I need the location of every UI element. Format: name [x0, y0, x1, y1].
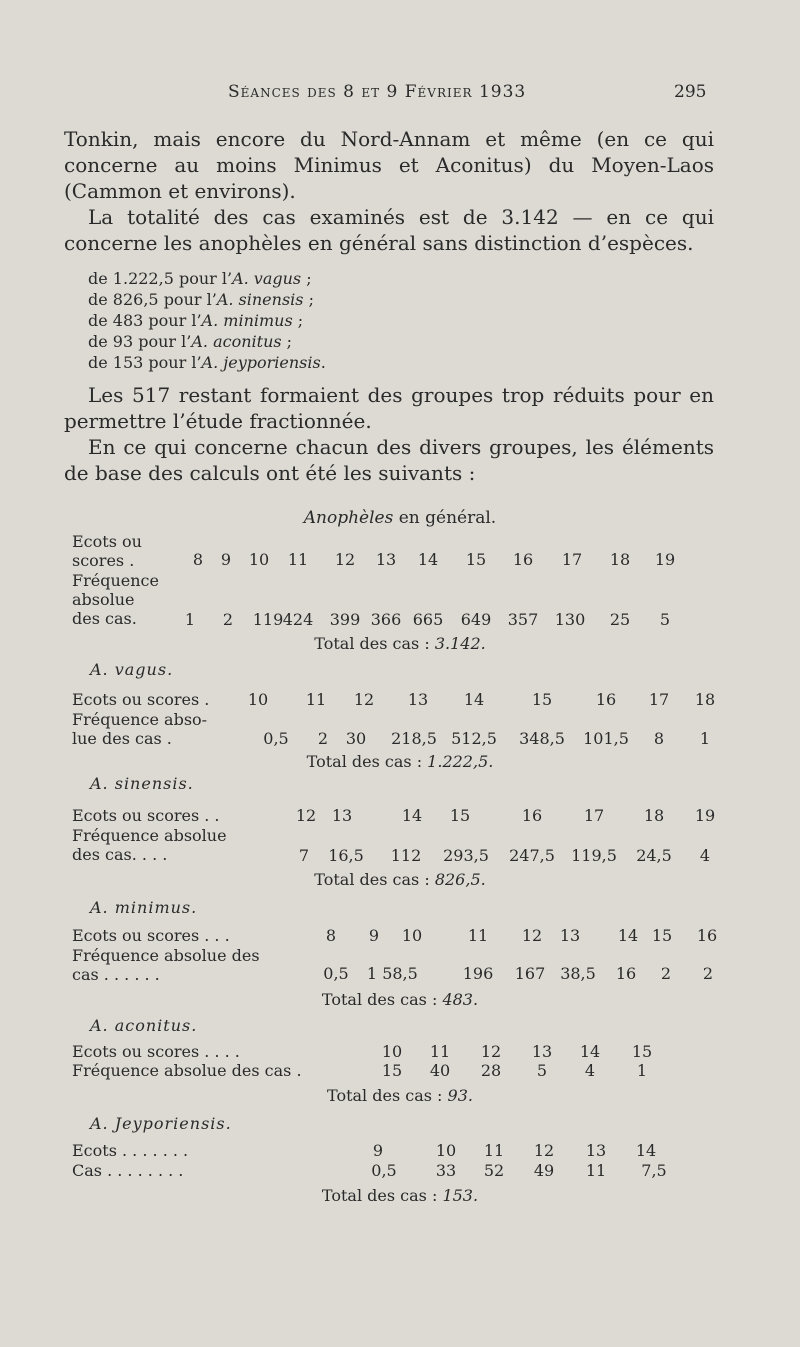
table-cell: 12 — [334, 550, 356, 569]
list-item: de 93 pour l’A. aconitus ; — [88, 332, 293, 351]
table-title-general: Anophèles en général. — [303, 508, 497, 528]
table-cell: 30 — [345, 729, 367, 748]
paragraph-4: En ce qui concerne chacun des divers groupes, les éléments de base des calculs ont été les suivants : — [64, 435, 714, 485]
table-cell: 167 — [514, 964, 546, 983]
table-cell: 18 — [609, 550, 631, 569]
table-cell: 58,5 — [382, 964, 418, 983]
table-cell: 15 — [531, 690, 553, 709]
table-cell: 1 — [636, 1061, 648, 1080]
table-cell: 8 — [653, 729, 665, 748]
table-cell: 15 — [651, 926, 673, 945]
table-cell: 16 — [615, 964, 637, 983]
table-cell: 7 — [298, 846, 310, 865]
table-cell: 14 — [635, 1141, 657, 1160]
table-cell: 52 — [483, 1161, 505, 1180]
table-cell: 10 — [381, 1042, 403, 1061]
table-cell: 13 — [585, 1141, 607, 1160]
table-cell: 11 — [585, 1161, 607, 1180]
row-label-ecots: Ecots ou scores . . . . — [72, 1042, 240, 1061]
row-label-frequence: Fréquence absolue des cas . — [72, 1061, 302, 1080]
table-cell: 218,5 — [391, 729, 437, 748]
table-cell: 12 — [521, 926, 543, 945]
table-cell: 13 — [531, 1042, 553, 1061]
row-label-ecots: Ecots ou scores . — [72, 532, 142, 570]
table-cell: 49 — [533, 1161, 555, 1180]
table-cell: 1 — [184, 610, 196, 629]
paragraph-1: Tonkin, mais encore du Nord-Annam et même (en ce qui concerne au moins Minimus et Aconitus) du Moyen-Laos (Cammon et environs). — [64, 127, 714, 203]
table-cell: 4 — [699, 846, 711, 865]
table-cell: 15 — [631, 1042, 653, 1061]
table-cell: 649 — [460, 610, 492, 629]
list-item: de 1.222,5 pour l’A. vagus ; — [88, 269, 312, 288]
table-cell: 10 — [435, 1141, 457, 1160]
table-cell: 10 — [247, 690, 269, 709]
table-cell: 1 — [699, 729, 711, 748]
table-cell: 247,5 — [509, 846, 555, 865]
table-cell: 15 — [465, 550, 487, 569]
list-item: de 153 pour l’A. jeyporiensis. — [88, 353, 326, 372]
row-label-frequence: Fréquence absolue des cas . . . . . . — [72, 946, 260, 984]
table-cell: 12 — [353, 690, 375, 709]
table-cell: 8 — [325, 926, 337, 945]
table-cell: 8 — [192, 550, 204, 569]
table-cell: 424 — [282, 610, 314, 629]
table-cell: 16 — [696, 926, 718, 945]
table-cell: 5 — [536, 1061, 548, 1080]
table-cell: 2 — [660, 964, 672, 983]
table-title-vagus: A. vagus. — [90, 660, 174, 679]
table-cell: 7,5 — [641, 1161, 667, 1180]
table-cell: 12 — [480, 1042, 502, 1061]
table-cell: 101,5 — [583, 729, 629, 748]
table-cell: 130 — [554, 610, 586, 629]
species-count-list — [88, 268, 326, 373]
row-label-ecots: Ecots ou scores . . — [72, 806, 220, 825]
table-cell: 11 — [429, 1042, 451, 1061]
table-cell: 11 — [305, 690, 327, 709]
table-cell: 14 — [579, 1042, 601, 1061]
table-cell: 10 — [248, 550, 270, 569]
table-cell: 5 — [659, 610, 671, 629]
table-cell: 19 — [654, 550, 676, 569]
table-cell: 11 — [287, 550, 309, 569]
table-cell: 348,5 — [519, 729, 565, 748]
table-cell: 366 — [370, 610, 402, 629]
list-item: de 483 pour l’A. minimus ; — [88, 311, 304, 330]
table-cell: 18 — [694, 690, 716, 709]
table-cell: 4 — [584, 1061, 596, 1080]
table-cell: 9 — [372, 1141, 384, 1160]
table-cell: 14 — [617, 926, 639, 945]
table-cell: 15 — [449, 806, 471, 825]
table-cell: 14 — [417, 550, 439, 569]
total-general: Total des cas : 3.142. — [314, 634, 486, 653]
table-cell: 9 — [368, 926, 380, 945]
header-title: Séances des 8 et 9 Février 1933 — [228, 82, 527, 102]
table-cell: 12 — [533, 1141, 555, 1160]
table-cell: 18 — [643, 806, 665, 825]
table-cell: 14 — [401, 806, 423, 825]
table-cell: 2 — [702, 964, 714, 983]
table-cell: 17 — [583, 806, 605, 825]
table-cell: 293,5 — [443, 846, 489, 865]
table-cell: 28 — [480, 1061, 502, 1080]
table-title-minimus: A. minimus. — [90, 898, 198, 917]
row-label-ecots: Ecots ou scores . . . — [72, 926, 230, 945]
row-label-frequence: Fréquence abso- lue des cas . — [72, 710, 208, 748]
total-minimus: Total des cas : 483. — [321, 990, 479, 1009]
table-cell: 0,5 — [371, 1161, 397, 1180]
table-title-sinensis: A. sinensis. — [90, 774, 194, 793]
table-cell: 14 — [463, 690, 485, 709]
total-sinensis: Total des cas : 826,5. — [314, 870, 486, 889]
table-cell: 2 — [317, 729, 329, 748]
table-cell: 112 — [390, 846, 422, 865]
table-title-jeyporiensis: A. Jeyporiensis. — [90, 1114, 232, 1133]
table-cell: 13 — [559, 926, 581, 945]
table-cell: 11 — [483, 1141, 505, 1160]
page-number: 295 — [674, 82, 707, 102]
list-item: de 826,5 pour l’A. sinensis ; — [88, 290, 314, 309]
row-label-ecots: Ecots ou scores . — [72, 690, 210, 709]
table-cell: 19 — [694, 806, 716, 825]
table-cell: 16 — [595, 690, 617, 709]
table-cell: 17 — [561, 550, 583, 569]
table-cell: 11 — [467, 926, 489, 945]
table-cell: 119 — [252, 610, 284, 629]
table-cell: 15 — [381, 1061, 403, 1080]
table-cell: 24,5 — [636, 846, 672, 865]
running-header — [0, 82, 800, 106]
table-cell: 665 — [412, 610, 444, 629]
paragraph-2: La totalité des cas examinés est de 3.142 — en ce qui concerne les anophèles en général sans distinction d’espèces. — [64, 205, 714, 255]
table-cell: 13 — [331, 806, 353, 825]
table-cell: 0,5 — [263, 729, 289, 748]
table-cell: 16 — [521, 806, 543, 825]
table-cell: 16 — [512, 550, 534, 569]
table-cell: 9 — [220, 550, 232, 569]
row-label-cas: Cas . . . . . . . . — [72, 1161, 184, 1180]
total-vagus: Total des cas : 1.222,5. — [306, 752, 494, 771]
row-label-frequence: Fréquence absolue des cas. . . . — [72, 826, 227, 864]
paragraph-3: Les 517 restant formaient des groupes trop réduits pour en permettre l’étude fractionnée. — [64, 383, 714, 433]
table-cell: 1 — [366, 964, 378, 983]
table-cell: 196 — [462, 964, 494, 983]
table-cell: 12 — [295, 806, 317, 825]
total-aconitus: Total des cas : 93. — [327, 1086, 473, 1105]
table-cell: 10 — [401, 926, 423, 945]
table-cell: 2 — [222, 610, 234, 629]
table-cell: 119,5 — [571, 846, 617, 865]
table-cell: 17 — [648, 690, 670, 709]
table-cell: 16,5 — [328, 846, 364, 865]
table-cell: 0,5 — [323, 964, 349, 983]
row-label-ecots: Ecots . . . . . . . — [72, 1141, 189, 1160]
table-cell: 40 — [429, 1061, 451, 1080]
table-cell: 38,5 — [560, 964, 596, 983]
table-cell: 33 — [435, 1161, 457, 1180]
table-cell: 13 — [375, 550, 397, 569]
table-title-aconitus: A. aconitus. — [90, 1016, 198, 1035]
total-jeyporiensis: Total des cas : 153. — [321, 1186, 479, 1205]
table-cell: 357 — [507, 610, 539, 629]
table-cell: 399 — [329, 610, 361, 629]
table-cell: 25 — [609, 610, 631, 629]
table-cell: 512,5 — [451, 729, 497, 748]
row-label-frequence: Fréquence absolue des cas. — [72, 571, 159, 628]
table-cell: 13 — [407, 690, 429, 709]
